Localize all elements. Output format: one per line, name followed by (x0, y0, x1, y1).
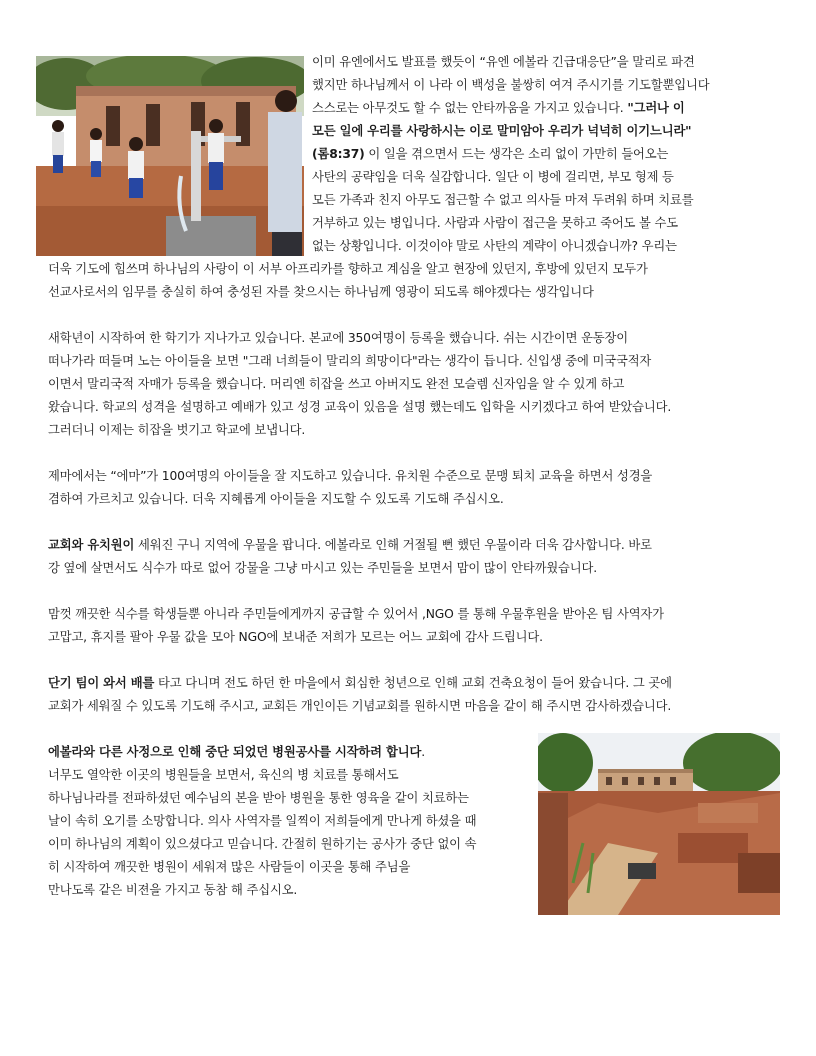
text-line (48, 536, 652, 554)
text-line: 히 시작하여 깨끗한 병원이 세워져 많은 사람들이 이곳을 통해 주님을 (48, 860, 411, 874)
text-line: 교회가 세워질 수 있도록 기도해 주시고, 교회든 개인이든 기념교회를 원하시면 마음을 같이 해 주시면 감사하겠습니다. (48, 699, 672, 713)
text-line (312, 122, 691, 140)
text-line: 했지만 하나님께서 이 나라 이 백성을 불쌍히 여겨 주시기를 기도할뿐입니다 (312, 78, 710, 92)
text-line: 맘껏 깨끗한 식수를 학생들뿐 아니라 주민들에게까지 공급할 수 있어서 ,NGO 를 통해 우물후원을 받아온 팀 사역자가 (48, 607, 664, 621)
text-span: 이 일을 겪으면서 드는 생각은 소리 없이 가만히 들어오는 (364, 147, 669, 161)
text-line: 날이 속히 오기를 소망합니다. 의사 사역자를 일찍이 저희들에게 만나게 하셨을 때 (48, 814, 477, 828)
hospital-construction-photo (538, 733, 780, 915)
text-line (48, 743, 425, 761)
text-line: 제마에서는 “에마”가 100여명의 아이들을 잘 지도하고 있습니다. 유치원 수준으로 문맹 퇴치 교육을 하면서 성경을 (48, 469, 653, 483)
text-line: 이미 하나님의 계획이 있으셨다고 믿습니다. 간절히 원하기는 공사가 중단 없이 속 (48, 837, 477, 851)
text-line: 이미 유엔에서도 발표를 했듯이 “유엔 에볼라 긴급대응단”을 말리로 파견 (312, 55, 695, 69)
text-line (48, 674, 672, 692)
text-span: 타고 다니며 전도 하던 한 마을에서 회심한 청년으로 인해 교회 건축요청이 들어 왔습니다. 그 곳에 (154, 676, 672, 690)
text-line: 만나도록 같은 비젼을 가지고 동참 해 주십시오. (48, 883, 298, 897)
bible-quote-bold: "그러나 이 (627, 101, 685, 115)
text-span: . (421, 745, 425, 759)
heading-bold: 에볼라와 다른 사정으로 인해 중단 되었던 병원공사를 시작하려 합니다 (48, 745, 422, 759)
text-line: 고맙고, 휴지를 팔아 우물 값을 모아 NGO에 보내준 저희가 모르는 어느 교회에 감사 드립니다. (48, 630, 543, 644)
text-line: 모든 가족과 친지 아무도 접근할 수 없고 의사들 마져 두려워 하며 치료를 (312, 193, 694, 207)
heading-bold: 단기 팀이 와서 배를 (48, 676, 155, 690)
text-line: 없는 상황입니다. 이것이야 말로 사탄의 계략이 아니겠습니까? 우리는 (312, 239, 677, 253)
text-span: 세워진 구니 지역에 우물을 팝니다. 에볼라로 인해 거절될 뻔 했던 우물이라 더욱 감사합니다. 바로 (134, 538, 652, 552)
text-line: 새학년이 시작하여 한 학기가 지나가고 있습니다. 본교에 350여명이 등록을 했습니다. 쉬는 시간이면 운동장이 (48, 331, 628, 345)
text-line: 강 옆에 살면서도 식수가 따로 없어 강물을 그냥 마시고 있는 주민들을 보면서 맘이 많이 안타까웠습니다. (48, 561, 597, 575)
heading-bold: 교회와 유치원이 (48, 538, 135, 552)
text-line: 겸하여 가르치고 있습니다. 더욱 지혜롭게 아이들을 지도할 수 있도록 기도해 주십시오. (48, 492, 504, 506)
text-line: 하나님나라를 전파하셨던 예수님의 본을 받아 병원을 통한 영육을 같이 치료하는 (48, 791, 469, 805)
hospital-construction-illustration (538, 733, 780, 915)
children-water-pump-photo (36, 56, 304, 256)
text-span: 스스로는 아무것도 할 수 없는 안타까움을 가지고 있습니다. (312, 101, 628, 115)
text-line: 너무도 열악한 이곳의 병원들을 보면서, 육신의 병 치료를 통해서도 (48, 768, 399, 782)
text-line: 떠나가라 떠들며 노는 아이들을 보면 "그래 너희들이 말리의 희망이다"라는 생각이 듭니다. 신입생 중에 미국국적자 (48, 354, 652, 368)
text-line: 왔습니다. 학교의 성격을 설명하고 예배가 있고 성경 교육이 있음을 설명 했는데도 입학을 시키겠다고 하여 받았습니다. (48, 400, 672, 414)
bible-reference-bold: (롬8:37) (312, 147, 365, 161)
text-line (312, 145, 668, 163)
bible-quote-bold: 모든 일에 우리를 사랑하시는 이로 말미암아 우리가 넉넉히 이기느니라" (312, 124, 692, 138)
text-line (312, 99, 685, 117)
text-line: 거부하고 있는 병입니다. 사람과 사람이 접근을 못하고 죽어도 볼 수도 (312, 216, 678, 230)
text-line: 이면서 말리국적 자매가 등록을 했습니다. 머리엔 히잡을 쓰고 아버지도 완전 모슬렘 신자임을 알 수 있게 하고 (48, 377, 625, 391)
children-water-pump-illustration (36, 56, 304, 256)
text-line: 더욱 기도에 힘쓰며 하나님의 사랑이 이 서부 아프리카를 향하고 계심을 알고 현장에 있던지, 후방에 있던지 모두가 (48, 262, 648, 276)
text-line: 선교사로서의 임무를 충실히 하여 충성된 자를 찾으시는 하나님께 영광이 되도록 해야겠다는 생각입니다 (48, 285, 594, 299)
text-line: 사탄의 공략임을 더욱 실감합니다. 일단 이 병에 걸리면, 부모 형제 등 (312, 170, 674, 184)
text-line: 그러더니 이제는 히잡을 벗기고 학교에 보냅니다. (48, 423, 306, 437)
